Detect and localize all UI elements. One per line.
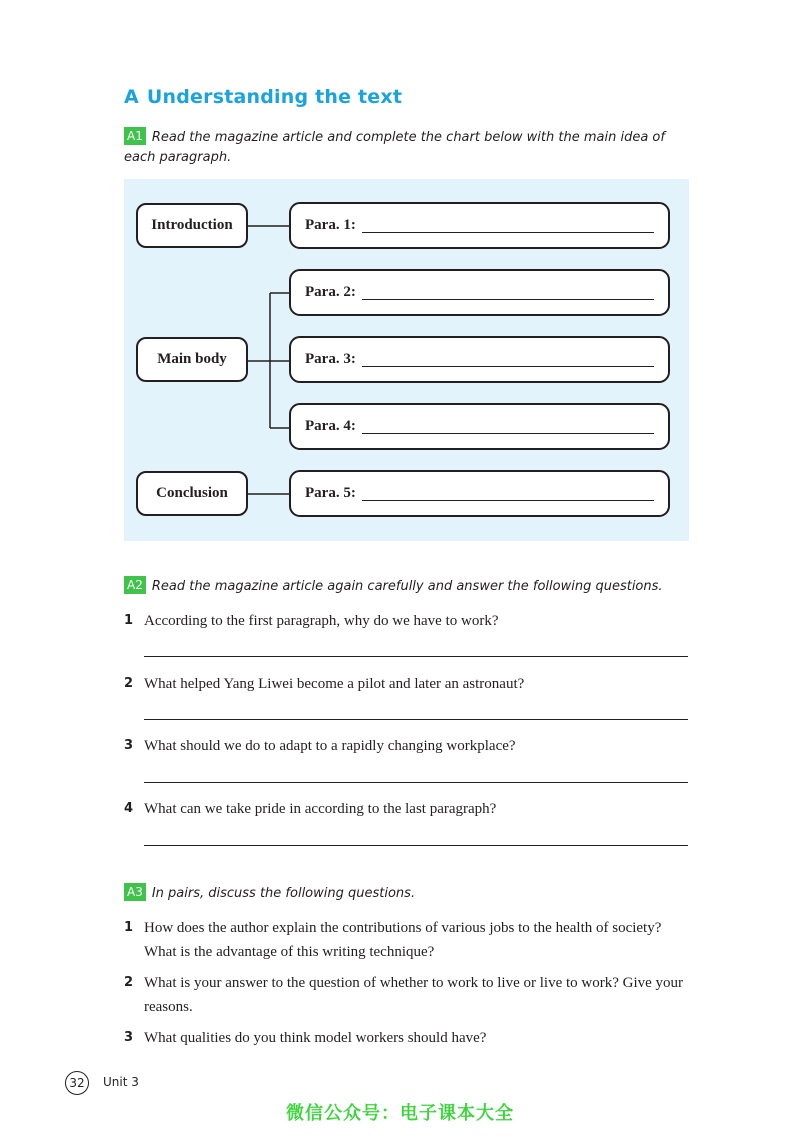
task-a1 (124, 127, 684, 168)
a3-question-3 (124, 1026, 694, 1050)
question-number: 1 (124, 613, 134, 628)
question-number: 2 (124, 975, 134, 990)
question-number: 3 (124, 738, 134, 753)
para-label-5: Para. 5: (305, 485, 356, 501)
task-a3-instruction: In pairs, discuss the following questions. (151, 886, 416, 901)
para-label-4: Para. 4: (305, 418, 356, 434)
a3-question-1 (124, 916, 694, 964)
answer-line-1[interactable] (144, 656, 688, 657)
task-badge-a2: A2 (124, 576, 146, 594)
a2-question-3 (124, 734, 694, 758)
page-number: 32 (65, 1071, 89, 1095)
para-box-4 (289, 403, 670, 450)
answer-line-3[interactable] (144, 782, 688, 783)
para-label-3: Para. 3: (305, 351, 356, 367)
unit-label: Unit 3 (103, 1075, 139, 1089)
question-number: 1 (124, 920, 134, 935)
paragraph-chart (124, 179, 689, 541)
question-text: How does the author explain the contributions of various jobs to the health of society? What is the advantage of this writing technique? (144, 920, 662, 960)
task-a3 (124, 883, 684, 904)
a3-question-2 (124, 971, 694, 1019)
para-fill-line-2[interactable] (362, 299, 654, 300)
section-title-text: Understanding the text (146, 86, 403, 108)
task-badge-a1: A1 (124, 127, 146, 145)
task-badge-a3: A3 (124, 883, 146, 901)
question-number: 3 (124, 1030, 134, 1045)
para-box-5 (289, 470, 670, 517)
answer-line-2[interactable] (144, 719, 688, 720)
question-number: 4 (124, 801, 134, 816)
section-title (124, 86, 402, 108)
answer-line-4[interactable] (144, 845, 688, 846)
a2-question-2 (124, 672, 694, 696)
question-text: What is your answer to the question of whether to work to live or live to work? Give your reasons. (144, 975, 684, 1015)
question-text: What can we take pride in according to the last paragraph? (144, 801, 497, 817)
task-a2-instruction: Read the magazine article again carefully and answer the following questions. (151, 579, 663, 594)
category-introduction: Introduction (136, 203, 248, 248)
question-text: What helped Yang Liwei become a pilot and later an astronaut? (144, 676, 525, 692)
para-label-1: Para. 1: (305, 217, 356, 233)
question-text: What qualities do you think model workers should have? (144, 1030, 487, 1046)
para-label-2: Para. 2: (305, 284, 356, 300)
category-conclusion: Conclusion (136, 471, 248, 516)
para-box-1 (289, 202, 670, 249)
watermark: 微信公众号：电子课本大全 (286, 1103, 514, 1124)
question-number: 2 (124, 676, 134, 691)
question-text: According to the first paragraph, why do we have to work? (144, 613, 499, 629)
a2-question-4 (124, 797, 694, 821)
question-text: What should we do to adapt to a rapidly changing workplace? (144, 738, 516, 754)
para-fill-line-3[interactable] (362, 366, 654, 367)
task-a2 (124, 576, 684, 597)
para-fill-line-1[interactable] (362, 232, 654, 233)
para-fill-line-5[interactable] (362, 500, 654, 501)
para-box-2 (289, 269, 670, 316)
task-a1-instruction: Read the magazine article and complete the chart below with the main idea of each paragraph. (124, 130, 665, 165)
para-fill-line-4[interactable] (362, 433, 654, 434)
a2-question-1 (124, 609, 694, 633)
para-box-3 (289, 336, 670, 383)
category-main-body: Main body (136, 337, 248, 382)
section-letter: A (124, 86, 139, 108)
